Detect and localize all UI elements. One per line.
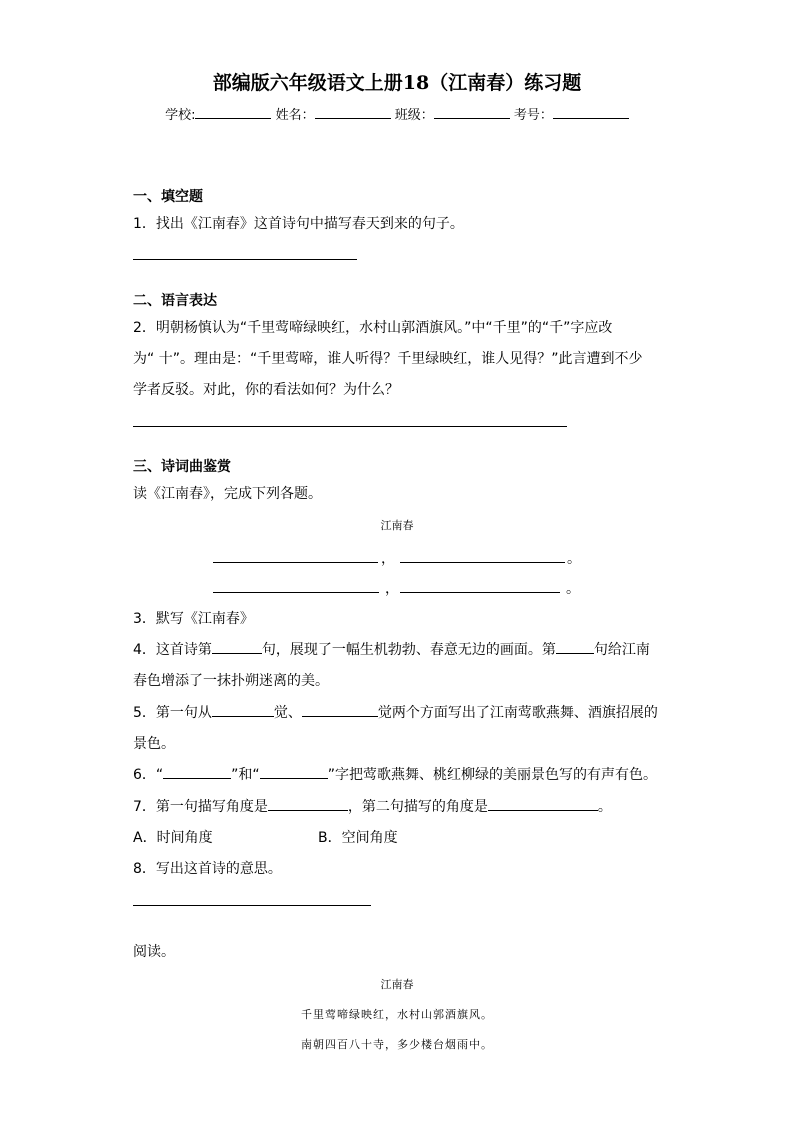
poem-blank-line-3[interactable] — [213, 592, 379, 593]
q5-text-b: 觉、 — [273, 705, 302, 721]
q7-text-a: 7．第一句描写角度是 — [133, 799, 268, 815]
q6-text-a: 6．“ — [133, 767, 164, 783]
q4-blank-1[interactable] — [212, 639, 262, 654]
question-3: 3．默写《江南春》 — [133, 611, 254, 627]
q7-text-c: 。 — [597, 799, 612, 815]
q5-text-a: 5．第一句从 — [133, 705, 212, 721]
answer-line-q1[interactable] — [133, 259, 357, 260]
reading-instruction: 读《江南春》，完成下列各题。 — [133, 486, 322, 502]
question-2-line-3: 学者反驳。对此，你的看法如何？为什么？ — [133, 382, 399, 398]
poem-comma-2: ， — [385, 581, 399, 597]
poem-blank-line-2[interactable] — [400, 562, 565, 563]
section-heading-fill-blank: 一、填空题 — [133, 189, 203, 205]
q5-blank-2[interactable] — [302, 702, 378, 717]
poem-comma-1: ， — [381, 551, 395, 567]
school-blank[interactable] — [195, 104, 271, 119]
q4-text-a: 4．这首诗第 — [133, 642, 212, 658]
name-label: 姓名： — [275, 108, 315, 123]
class-label: 班级： — [394, 108, 434, 123]
q6-blank-2[interactable] — [260, 764, 328, 779]
q7-blank-1[interactable] — [268, 796, 348, 811]
poem-period-1: 。 — [567, 551, 581, 567]
question-6 — [133, 764, 657, 784]
question-4-line-1 — [133, 639, 650, 659]
option-b[interactable]: B．空间角度 — [318, 830, 398, 846]
poem-period-2: 。 — [566, 581, 580, 597]
q4-text-b: 句，展现了一幅生机勃勃、春意无边的画面。第 — [261, 642, 556, 658]
answer-line-q2[interactable] — [133, 426, 567, 427]
reading-poem-line-2: 南朝四百八十寺，多少楼台烟雨中。 — [301, 1038, 493, 1051]
question-5-line-1 — [133, 702, 658, 722]
q6-blank-1[interactable] — [163, 764, 231, 779]
reading-poem-title: 江南春 — [380, 978, 414, 991]
q5-blank-1[interactable] — [212, 702, 274, 717]
reading-poem-line-1: 千里莺啼绿映红，水村山郭酒旗风。 — [301, 1008, 493, 1021]
page-title: 部编版六年级语文上册18（江南春）练习题 — [212, 72, 582, 94]
answer-line-q8[interactable] — [133, 905, 371, 906]
option-a[interactable]: A．时间角度 — [133, 830, 213, 846]
q4-text-c: 句给江南 — [593, 642, 650, 658]
q7-text-b: ，第二句描写的角度是 — [347, 799, 488, 815]
reading-label: 阅读。 — [133, 944, 175, 960]
exam-number-label: 考号： — [513, 108, 553, 123]
question-7 — [133, 796, 612, 816]
q4-blank-2[interactable] — [556, 639, 594, 654]
school-label: 学校: — [165, 108, 196, 123]
question-5-line-2: 景色。 — [133, 736, 175, 752]
section-heading-poetry-appreciation: 三、诗词曲鉴赏 — [133, 459, 231, 475]
section-heading-language-expression: 二、语言表达 — [133, 293, 217, 309]
question-2-line-1: 2．明朝杨慎认为“千里莺啼绿映红，水村山郭酒旗风。”中“千里”的“千”字应改 — [133, 320, 613, 336]
poem-blank-line-1[interactable] — [213, 562, 378, 563]
q5-text-c: 觉两个方面写出了江南莺歌燕舞、酒旗招展的 — [377, 705, 658, 721]
question-2-line-2: 为“ 十”。理由是：“千里莺啼，谁人听得？千里绿映红，谁人见得？”此言遭到不少 — [133, 351, 643, 367]
student-info-line — [0, 104, 794, 123]
poem-blank-line-4[interactable] — [400, 592, 560, 593]
q6-text-c: ”字把莺歌燕舞、桃红柳绿的美丽景色写的有声有色。 — [327, 767, 657, 783]
class-blank[interactable] — [434, 104, 510, 119]
poem-title: 江南春 — [380, 519, 414, 532]
exam-number-blank[interactable] — [553, 104, 629, 119]
question-1: 1．找出《江南春》这首诗句中描写春天到来的句子。 — [133, 216, 464, 232]
q6-text-b: ”和“ — [231, 767, 260, 783]
question-4-line-2: 春色增添了一抹扑朔迷离的美。 — [133, 673, 329, 689]
question-8: 8．写出这首诗的意思。 — [133, 861, 282, 877]
name-blank[interactable] — [315, 104, 391, 119]
q7-blank-2[interactable] — [488, 796, 598, 811]
